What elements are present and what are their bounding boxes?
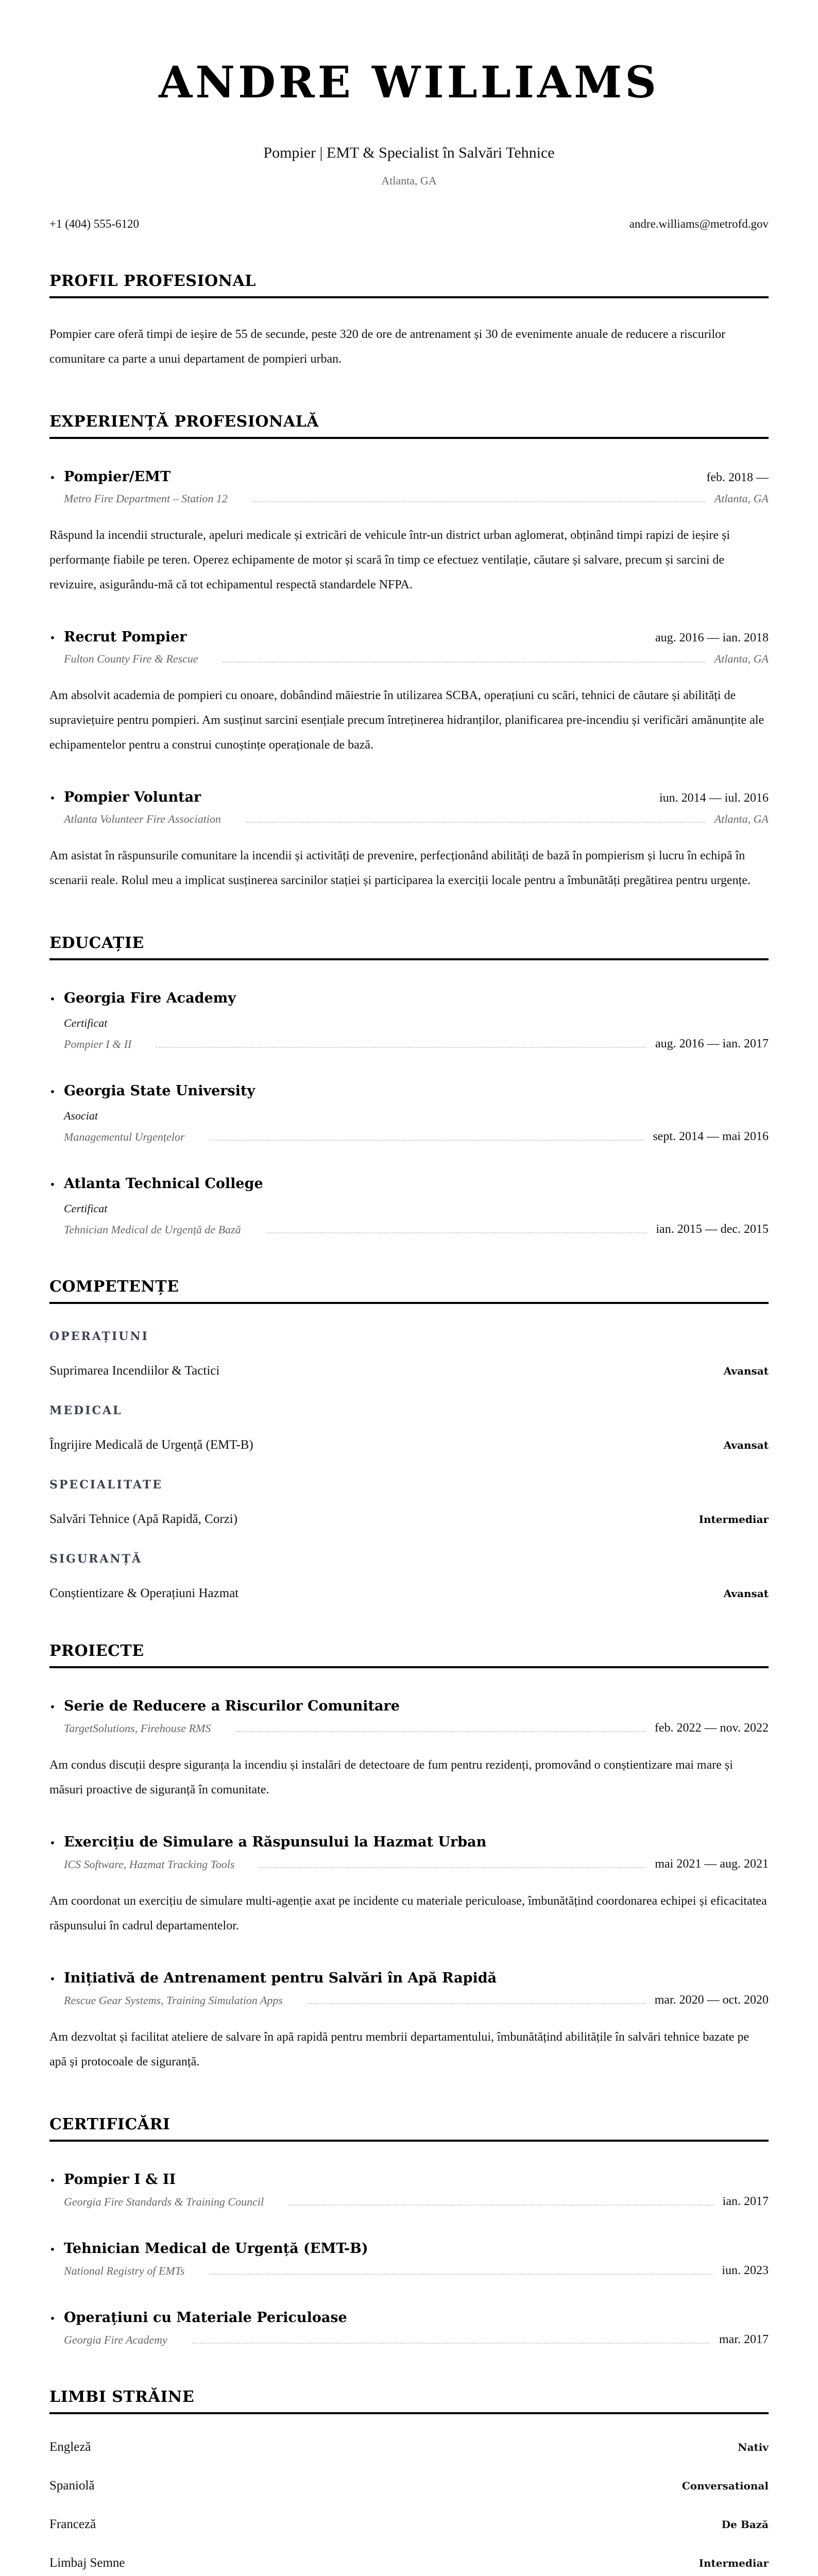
bullet-icon: • (49, 792, 56, 804)
certifications-section (49, 2115, 769, 2347)
skill-group (49, 1330, 769, 1378)
dotted-leader (308, 2003, 645, 2004)
school-name: Georgia State University (64, 1083, 255, 1099)
candidate-headline: Pompier | EMT & Specialist în Salvări Tehnice (263, 144, 555, 161)
job-dates: feb. 2018 — (706, 471, 769, 484)
bullet-icon: • (49, 1837, 56, 1849)
project-name: Serie de Reducere a Riscurilor Comunitare (64, 1698, 400, 1714)
dotted-leader (246, 822, 705, 823)
dotted-leader (156, 1047, 646, 1048)
skill-level: Avansat (723, 1365, 769, 1377)
dotted-leader (288, 2205, 713, 2206)
job-description: Am absolvit academia de pompieri cu onoare, dobândind măiestrie în utilizarea SCBA, operațiuni cu scări, tehnici de căutare și abilități de supraviețuire pentru pompieri. Am susținut sarcini esențiale precum întreținerea hidranților, planificarea pre-incendiu și verificări amănunțite ale echipamentelor pentru a construi cunoștințe operaționale de bază. (49, 689, 764, 752)
dotted-leader (209, 2274, 712, 2275)
certification-entry (49, 2241, 769, 2278)
field-of-study: Managementul Urgențelor (64, 1130, 185, 1143)
certification-date: iun. 2023 (722, 2264, 769, 2277)
project-description: Am dezvoltat și facilitat ateliere de salvare în apă rapidă pentru membrii departamentului, îmbunătățind abilitățile în salvări tehnice bazate pe apă și protocoale de siguranță. (49, 2030, 749, 2069)
skill-category: SIGURANȚĂ (49, 1552, 143, 1566)
skill-group (49, 1478, 769, 1527)
certification-name: Pompier I & II (64, 2172, 176, 2188)
project-dates: mar. 2020 — oct. 2020 (654, 1993, 769, 2007)
project-dates: mai 2021 — aug. 2021 (655, 1857, 769, 1871)
bullet-icon: • (49, 1701, 56, 1713)
certification-issuer: Georgia Fire Standards & Training Council (64, 2195, 264, 2208)
education-entry (49, 990, 769, 1051)
certification-date: mar. 2017 (719, 2333, 769, 2346)
skills-section (49, 1278, 769, 1601)
skill-name: Conștientizare & Operațiuni Hazmat (49, 1586, 239, 1600)
language-level: Nativ (738, 2441, 769, 2453)
language-name: Franceză (49, 2517, 96, 2531)
section-title-education: EDUCAȚIE (49, 934, 769, 960)
bullet-icon: • (49, 2243, 56, 2256)
education-entry (49, 1083, 769, 1144)
experience-entry (49, 629, 769, 757)
education-dates: sept. 2014 — mai 2016 (653, 1130, 769, 1143)
languages-section (49, 2388, 769, 2576)
degree-type: Certificat (64, 1016, 108, 1029)
section-title-experience: EXPERIENȚĂ PROFESIONALĂ (49, 413, 769, 439)
project-name: Exercițiu de Simulare a Răspunsului la Hazmat Urban (64, 1834, 487, 1850)
project-description: Am coordonat un exercițiu de simulare multi-agenție axat pe incidente cu materiale periculoase, îmbunătățind coordonarea echipei și eficacitatea răspunsului în cadrul departamentelor. (49, 1894, 767, 1933)
job-dates: aug. 2016 — ian. 2018 (655, 631, 769, 645)
experience-section (49, 413, 769, 893)
language-row (49, 2517, 769, 2556)
bullet-icon: • (49, 1178, 56, 1191)
project-tools: ICS Software, Hazmat Tracking Tools (64, 1858, 235, 1871)
skill-level: Avansat (723, 1439, 769, 1451)
dotted-leader (209, 1140, 643, 1141)
project-entry (49, 1698, 769, 1802)
education-dates: ian. 2015 — dec. 2015 (656, 1223, 769, 1236)
resume-header (49, 0, 769, 231)
certification-name: Tehnician Medical de Urgență (EMT-B) (64, 2241, 368, 2257)
contact-row (49, 217, 769, 231)
job-dates: iun. 2014 — iul. 2016 (659, 791, 769, 805)
dotted-leader (223, 662, 705, 663)
job-location: Atlanta, GA (714, 492, 769, 505)
profile-section (49, 272, 769, 371)
job-title: Pompier/EMT (64, 469, 171, 485)
job-employer: Metro Fire Department – Station 12 (64, 492, 228, 505)
language-level: Intermediar (698, 2557, 769, 2569)
section-title-projects: PROIECTE (49, 1642, 769, 1668)
experience-entry (49, 469, 769, 597)
certification-issuer: National Registry of EMTs (64, 2264, 185, 2277)
skill-category: MEDICAL (49, 1404, 123, 1417)
bullet-icon: • (49, 471, 56, 484)
language-row (49, 2440, 769, 2479)
skill-level: Intermediar (698, 1513, 769, 1526)
certification-entry (49, 2310, 769, 2347)
section-title-languages: LIMBI STRĂINE (49, 2388, 769, 2414)
dotted-leader (192, 2343, 710, 2344)
field-of-study: Pompier I & II (64, 1038, 132, 1050)
job-location: Atlanta, GA (714, 812, 769, 825)
project-name: Inițiativă de Antrenament pentru Salvări în Apă Rapidă (64, 1970, 497, 1986)
dotted-leader (259, 1867, 645, 1868)
dotted-leader (252, 501, 705, 502)
job-title: Recrut Pompier (64, 629, 187, 645)
skill-name: Suprimarea Incendiilor & Tactici (49, 1364, 220, 1378)
job-description: Răspund la incendii structurale, apeluri medicale și extricări de vehicule într-un district urban aglomerat, obținând timpi rapizi de ieșire și performanțe fiabile pe teren. Operez echipamente de motor și scară în timp ce efectuez ventilație, căutare și salvare, precum și sarcini de revizuire, asigurându-mă că tot echipamentul respectă standardele NFPA. (49, 529, 730, 591)
language-name: Limbaj Semne (49, 2556, 125, 2570)
project-description: Am condus discuții despre siguranța la incendiu și instalări de detectoare de fum pentru rezidenți, promovând o conștientizare mai mare și măsuri proactive de siguranță în comunitate. (49, 1758, 733, 1797)
school-name: Georgia Fire Academy (64, 990, 236, 1006)
candidate-name: ANDRE WILLIAMS (159, 57, 659, 108)
degree-type: Certificat (64, 1202, 108, 1215)
language-list (49, 2440, 769, 2576)
section-title-certifications: CERTIFICĂRI (49, 2115, 769, 2142)
language-name: Spaniolă (49, 2479, 95, 2493)
bullet-icon: • (49, 2312, 56, 2325)
education-section (49, 934, 769, 1236)
profile-summary: Pompier care oferă timpi de ieșire de 55 de secunde, peste 320 de ore de antrenament și 30 de evenimente anuale de reducere a riscurilor comunitare ca parte a unui departament de pompieri urban. (49, 328, 726, 366)
project-tools: Rescue Gear Systems, Training Simulation Apps (64, 1994, 283, 2007)
field-of-study: Tehnician Medical de Urgență de Bază (64, 1223, 241, 1236)
bullet-icon: • (49, 1086, 56, 1098)
certification-date: ian. 2017 (722, 2195, 769, 2208)
bullet-icon: • (49, 632, 56, 644)
certification-name: Operațiuni cu Materiale Periculoase (64, 2310, 347, 2326)
certification-entry (49, 2172, 769, 2209)
certification-issuer: Georgia Fire Academy (64, 2333, 167, 2346)
job-location: Atlanta, GA (714, 652, 769, 665)
language-row (49, 2479, 769, 2517)
job-employer: Fulton County Fire & Rescue (64, 652, 198, 665)
project-tools: TargetSolutions, Firehouse RMS (64, 1722, 211, 1735)
email-address[interactable]: andre.williams@metrofd.gov (629, 217, 769, 230)
job-employer: Atlanta Volunteer Fire Association (64, 812, 221, 825)
skill-group (49, 1404, 769, 1452)
bullet-icon: • (49, 2174, 56, 2187)
job-description: Am asistat în răspunsurile comunitare la incendii și activități de prevenire, perfecționând abilități de bază în pompierism și lucru în echipă în scenarii reale. Rolul meu a implicat susținerea sarcinilor stației și participarea la exerciții locale pentru a îmbunătăți pregătirea pentru urgențe. (49, 849, 751, 887)
language-level: De Bază (721, 2518, 769, 2531)
experience-entry (49, 789, 769, 893)
school-name: Atlanta Technical College (64, 1176, 263, 1192)
job-title: Pompier Voluntar (64, 789, 201, 805)
skill-category: SPECIALITATE (49, 1478, 163, 1492)
skill-name: Îngrijire Medicală de Urgență (EMT-B) (49, 1438, 253, 1452)
section-title-skills: COMPETENȚE (49, 1278, 769, 1304)
phone-number[interactable]: +1 (404) 555-6120 (49, 217, 139, 230)
skill-group (49, 1552, 769, 1601)
education-dates: aug. 2016 — ian. 2017 (655, 1037, 769, 1050)
education-entry (49, 1176, 769, 1236)
bullet-icon: • (49, 993, 56, 1005)
project-entry (49, 1970, 769, 2074)
skill-name: Salvări Tehnice (Apă Rapidă, Corzi) (49, 1512, 238, 1526)
project-entry (49, 1834, 769, 1938)
projects-section (49, 1642, 769, 2074)
skill-level: Avansat (723, 1587, 769, 1600)
dotted-leader (266, 1232, 647, 1233)
dotted-leader (235, 1731, 645, 1732)
project-dates: feb. 2022 — nov. 2022 (654, 1721, 769, 1735)
language-level: Conversational (681, 2480, 769, 2492)
bullet-icon: • (49, 1973, 56, 1985)
language-row (49, 2556, 769, 2576)
language-name: Engleză (49, 2440, 91, 2454)
section-title-profile: PROFIL PROFESIONAL (49, 272, 769, 298)
degree-type: Asociat (64, 1109, 98, 1122)
candidate-location: Atlanta, GA (381, 174, 437, 187)
skill-category: OPERAȚIUNI (49, 1330, 149, 1343)
